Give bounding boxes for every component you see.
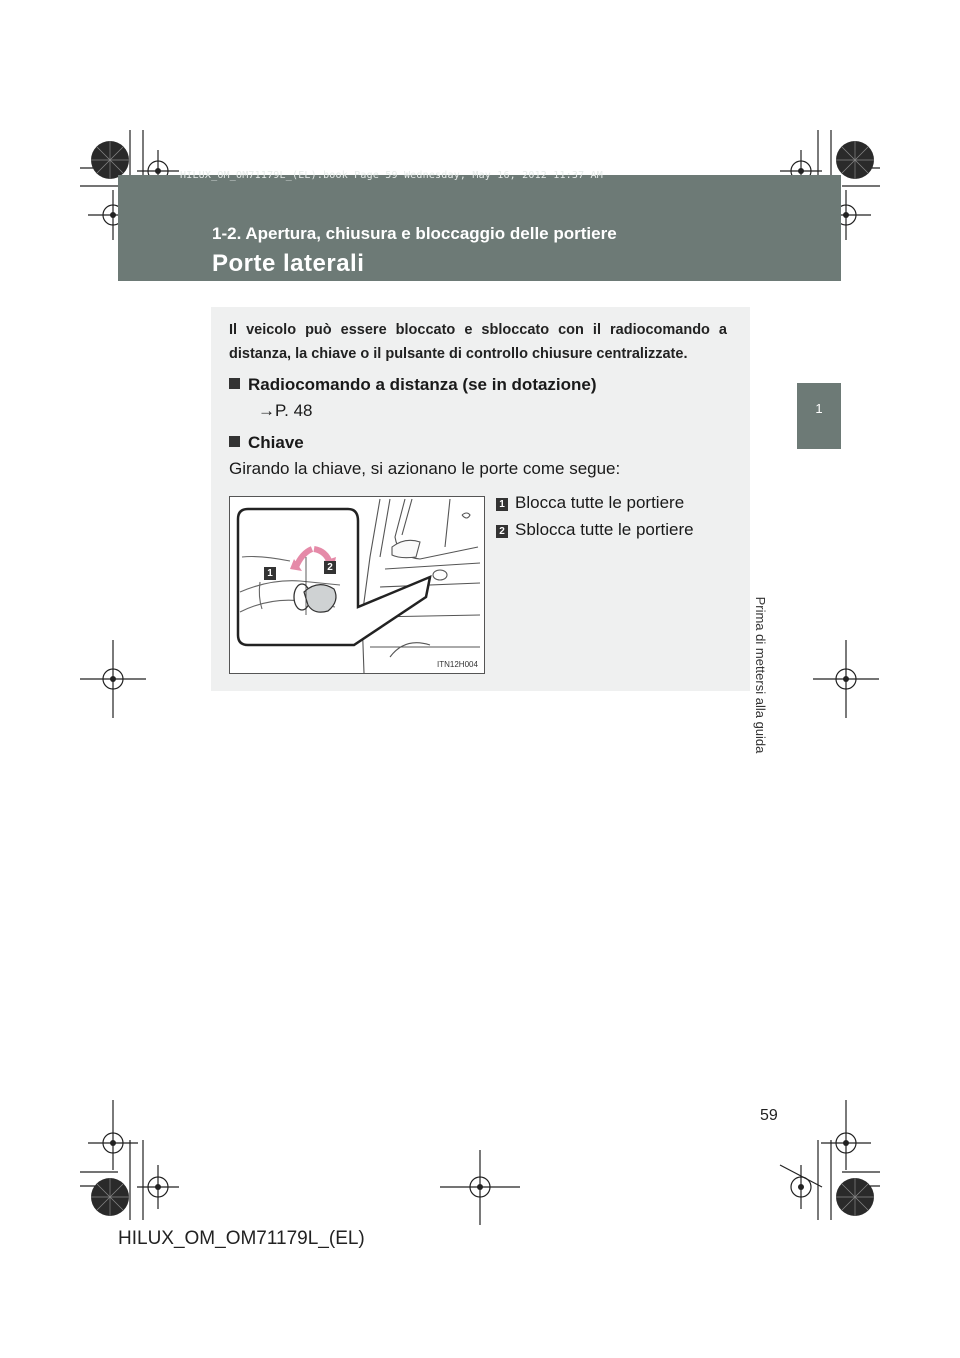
- step-text: Blocca tutte le portiere: [515, 493, 685, 512]
- step-text: Sblocca tutte le portiere: [515, 520, 694, 539]
- door-illustration-svg: [230, 497, 484, 673]
- page-number: 59: [760, 1107, 778, 1124]
- chapter-label: Prima di mettersi alla guida: [753, 596, 768, 754]
- key-heading-text: Chiave: [248, 433, 304, 452]
- remote-heading: [229, 375, 597, 395]
- chapter-tab: [797, 383, 841, 449]
- illustration-label-1: 1: [264, 567, 276, 580]
- page-title: Porte laterali: [212, 250, 365, 277]
- remote-heading-text: Radiocomando a distanza (se in dotazione): [248, 375, 597, 394]
- intro-text: Il veicolo può essere bloccato e sbloccato con il radiocomando a distanza, la chiave o il pulsante di controllo chiusure centralizzate.: [229, 322, 727, 362]
- square-bullet-icon: [229, 436, 240, 447]
- step-number-badge: 2: [496, 525, 508, 538]
- book-info: HILUX_OM_OM71179L_(EL).book Page 59 Wednesday, May 16, 2012 11:37 AM: [180, 170, 603, 181]
- square-bullet-icon: [229, 378, 240, 389]
- chapter-number: 1: [815, 401, 823, 416]
- step-number-badge: 1: [496, 498, 508, 511]
- illustration-label-2: 2: [324, 561, 336, 574]
- key-door-illustration: [229, 496, 485, 674]
- step-lock: [496, 493, 684, 513]
- remote-page-ref[interactable]: →P. 48: [258, 401, 313, 420]
- illustration-code: ITN12H004: [437, 660, 478, 669]
- section-title: 1-2. Apertura, chiusura e bloccaggio delle portiere: [212, 224, 617, 243]
- key-description: Girando la chiave, si azionano le porte come segue:: [229, 459, 621, 478]
- key-heading: [229, 433, 304, 453]
- step-unlock: [496, 520, 694, 540]
- document-code: HILUX_OM_OM71179L_(EL): [118, 1228, 365, 1249]
